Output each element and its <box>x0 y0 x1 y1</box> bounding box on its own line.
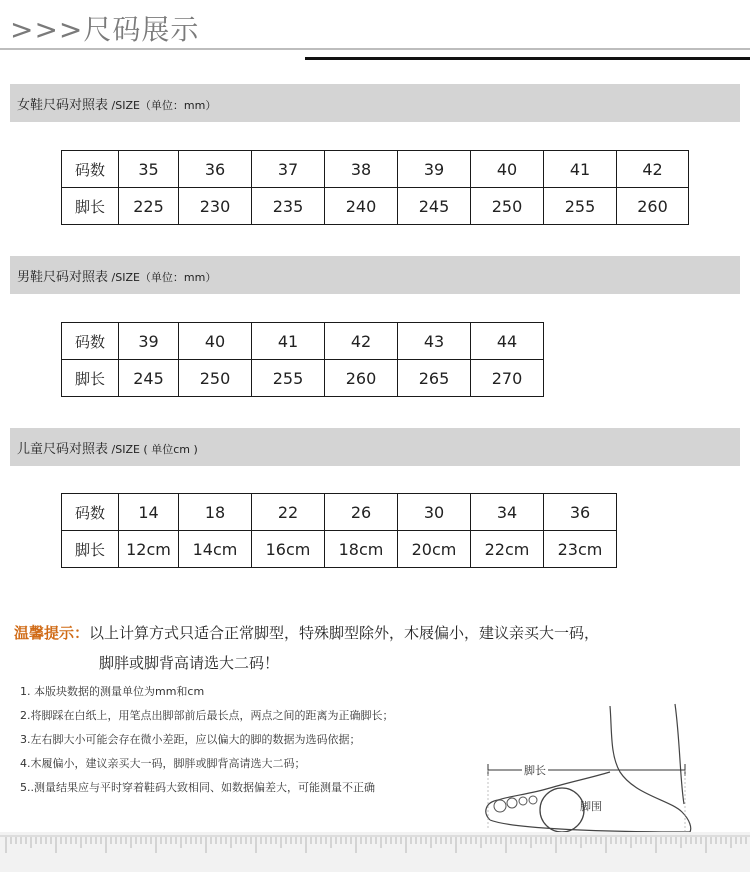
length-cell: 235 <box>252 188 325 225</box>
size-cell: 42 <box>617 151 689 188</box>
length-cell: 23cm <box>544 531 617 568</box>
note-item: 4.木履偏小，建议亲买大一码，脚胖或脚背高请选大二码； <box>20 757 306 770</box>
length-cell: 18cm <box>325 531 398 568</box>
length-cell: 245 <box>398 188 471 225</box>
length-cell: 250 <box>471 188 544 225</box>
size-cell: 36 <box>544 494 617 531</box>
size-cell: 22 <box>252 494 325 531</box>
size-cell: 40 <box>179 323 252 360</box>
women-size-table <box>61 150 689 225</box>
kids-section-title: 儿童尺码对照表 <box>17 442 109 457</box>
page-header <box>0 0 750 62</box>
size-cell: 39 <box>119 323 179 360</box>
length-cell: 245 <box>119 360 179 397</box>
length-cell: 14cm <box>179 531 252 568</box>
foot-length-header-cell: 脚长 <box>62 360 119 397</box>
size-header-cell: 码数 <box>62 151 119 188</box>
foot-measure-icon <box>470 700 740 840</box>
size-cell: 36 <box>179 151 252 188</box>
ruler-icon <box>0 832 750 872</box>
men-section-unit: /SIZE（单位：mm） <box>108 271 217 284</box>
kids-section-bar <box>10 428 740 466</box>
size-cell: 34 <box>471 494 544 531</box>
warm-tip <box>14 618 744 678</box>
header-accent-line <box>305 57 750 60</box>
tip-text-line-2: 脚胖或脚背高请选大二码！ <box>99 654 280 672</box>
size-cell: 39 <box>398 151 471 188</box>
table-row <box>62 188 689 225</box>
length-cell: 230 <box>179 188 252 225</box>
tip-title: 温馨提示： <box>14 624 90 642</box>
length-cell: 265 <box>398 360 471 397</box>
note-item: 3.左右脚大小可能会存在微小差距，应以偏大的脚的数据为选码依据； <box>20 733 361 746</box>
women-section-unit: /SIZE（单位：mm） <box>108 99 217 112</box>
men-size-table <box>61 322 544 397</box>
table-row <box>62 323 544 360</box>
page-title: >>>尺码展示 <box>10 13 200 46</box>
kids-size-table <box>61 493 617 568</box>
foot-length-header-cell: 脚长 <box>62 531 119 568</box>
men-section-title: 男鞋尺码对照表 <box>17 270 109 285</box>
size-header-cell: 码数 <box>62 323 119 360</box>
length-cell: 20cm <box>398 531 471 568</box>
length-cell: 16cm <box>252 531 325 568</box>
size-cell: 35 <box>119 151 179 188</box>
size-cell: 42 <box>325 323 398 360</box>
size-cell: 37 <box>252 151 325 188</box>
size-cell: 26 <box>325 494 398 531</box>
length-cell: 260 <box>617 188 689 225</box>
men-section-bar <box>10 256 740 294</box>
length-cell: 255 <box>544 188 617 225</box>
size-header-cell: 码数 <box>62 494 119 531</box>
size-cell: 44 <box>471 323 544 360</box>
kids-section-unit: /SIZE ( 单位cm ) <box>108 443 198 456</box>
size-cell: 40 <box>471 151 544 188</box>
header-divider <box>0 48 750 50</box>
size-cell: 30 <box>398 494 471 531</box>
length-cell: 22cm <box>471 531 544 568</box>
tip-text-line-1: 以上计算方式只适合正常脚型，特殊脚型除外，木屐偏小，建议亲买大一码， <box>89 624 600 642</box>
size-cell: 14 <box>119 494 179 531</box>
foot-length-label: 脚长 <box>524 764 546 777</box>
length-cell: 240 <box>325 188 398 225</box>
length-cell: 270 <box>471 360 544 397</box>
size-cell: 41 <box>252 323 325 360</box>
note-item: 5..测量结果应与平时穿着鞋码大致相同、如数据偏差大，可能测量不正确 <box>20 781 375 794</box>
length-cell: 260 <box>325 360 398 397</box>
length-cell: 12cm <box>119 531 179 568</box>
ruler-decoration <box>0 832 750 872</box>
women-section-bar <box>10 84 740 122</box>
size-cell: 38 <box>325 151 398 188</box>
size-cell: 41 <box>544 151 617 188</box>
table-row <box>62 531 617 568</box>
size-cell: 43 <box>398 323 471 360</box>
note-item: 1. 本版块数据的测量单位为mm和cm <box>20 685 205 698</box>
length-cell: 250 <box>179 360 252 397</box>
length-cell: 225 <box>119 188 179 225</box>
note-item: 2.将脚踩在白纸上，用笔点出脚部前后最长点，两点之间的距离为正确脚长； <box>20 709 394 722</box>
table-row <box>62 151 689 188</box>
foot-outline-icon <box>470 700 740 840</box>
measurement-notes <box>20 682 394 802</box>
women-section-title: 女鞋尺码对照表 <box>17 98 109 113</box>
table-row <box>62 360 544 397</box>
foot-girth-label: 脚围 <box>580 800 602 813</box>
length-cell: 255 <box>252 360 325 397</box>
foot-length-header-cell: 脚长 <box>62 188 119 225</box>
table-row <box>62 494 617 531</box>
size-cell: 18 <box>179 494 252 531</box>
